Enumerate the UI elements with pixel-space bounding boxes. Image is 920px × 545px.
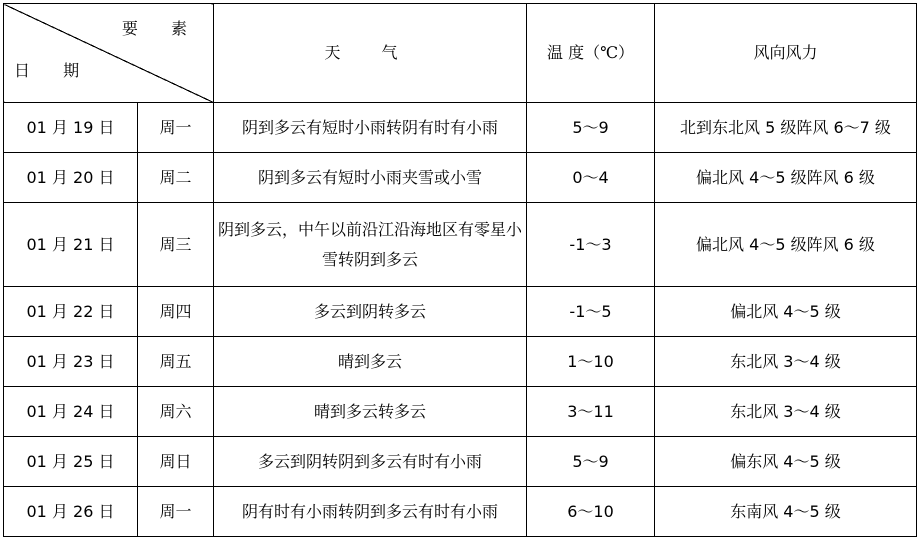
weekday-cell: 周四	[138, 287, 214, 337]
weather-cell: 多云到阴转多云	[214, 287, 527, 337]
wind-cell: 北到东北风 5 级阵风 6～7 级	[655, 103, 917, 153]
temperature-cell: 0～4	[527, 153, 655, 203]
temperature-cell: 5～9	[527, 103, 655, 153]
elements-label: 要 素	[121, 19, 201, 38]
temperature-cell: -1～3	[527, 203, 655, 287]
weekday-cell: 周五	[138, 337, 214, 387]
table-row	[4, 437, 917, 487]
date-cell: 01 月 24 日	[4, 387, 138, 437]
wind-column-header: 风向风力	[655, 4, 917, 103]
temperature-cell: 3～11	[527, 387, 655, 437]
date-cell: 01 月 21 日	[4, 203, 138, 287]
weather-forecast-table	[3, 3, 917, 537]
table-row	[4, 103, 917, 153]
weather-cell: 阴到多云有短时小雨转阴有时有小雨	[214, 103, 527, 153]
weekday-cell: 周一	[138, 487, 214, 537]
header-row	[4, 4, 917, 103]
table-row	[4, 203, 917, 287]
temperature-cell: -1～5	[527, 287, 655, 337]
weather-cell: 晴到多云转多云	[214, 387, 527, 437]
table-row	[4, 387, 917, 437]
temperature-column-header: 温 度（℃）	[527, 4, 655, 103]
table-row	[4, 153, 917, 203]
date-cell: 01 月 20 日	[4, 153, 138, 203]
weekday-cell: 周日	[138, 437, 214, 487]
temperature-cell: 6～10	[527, 487, 655, 537]
wind-cell: 东北风 3～4 级	[655, 337, 917, 387]
diagonal-header-cell	[4, 4, 214, 103]
wind-cell: 偏北风 4～5 级	[655, 287, 917, 337]
weather-cell: 阴到多云，中午以前沿江沿海地区有零星小雪转阴到多云	[214, 203, 527, 287]
date-label: 日 期	[14, 61, 94, 80]
temperature-cell: 5～9	[527, 437, 655, 487]
weather-column-header: 天 气	[214, 4, 527, 103]
weekday-cell: 周六	[138, 387, 214, 437]
weekday-cell: 周三	[138, 203, 214, 287]
weather-cell: 晴到多云	[214, 337, 527, 387]
wind-cell: 东北风 3～4 级	[655, 387, 917, 437]
weekday-cell: 周一	[138, 103, 214, 153]
date-cell: 01 月 22 日	[4, 287, 138, 337]
wind-cell: 东南风 4～5 级	[655, 487, 917, 537]
table-row	[4, 487, 917, 537]
wind-cell: 偏东风 4～5 级	[655, 437, 917, 487]
date-cell: 01 月 19 日	[4, 103, 138, 153]
weather-cell: 阴有时有小雨转阴到多云有时有小雨	[214, 487, 527, 537]
date-cell: 01 月 23 日	[4, 337, 138, 387]
wind-cell: 偏北风 4～5 级阵风 6 级	[655, 153, 917, 203]
table-row	[4, 287, 917, 337]
wind-cell: 偏北风 4～5 级阵风 6 级	[655, 203, 917, 287]
date-cell: 01 月 26 日	[4, 487, 138, 537]
date-cell: 01 月 25 日	[4, 437, 138, 487]
weekday-cell: 周二	[138, 153, 214, 203]
table-row	[4, 337, 917, 387]
weather-cell: 多云到阴转阴到多云有时有小雨	[214, 437, 527, 487]
temperature-cell: 1～10	[527, 337, 655, 387]
weather-cell: 阴到多云有短时小雨夹雪或小雪	[214, 153, 527, 203]
